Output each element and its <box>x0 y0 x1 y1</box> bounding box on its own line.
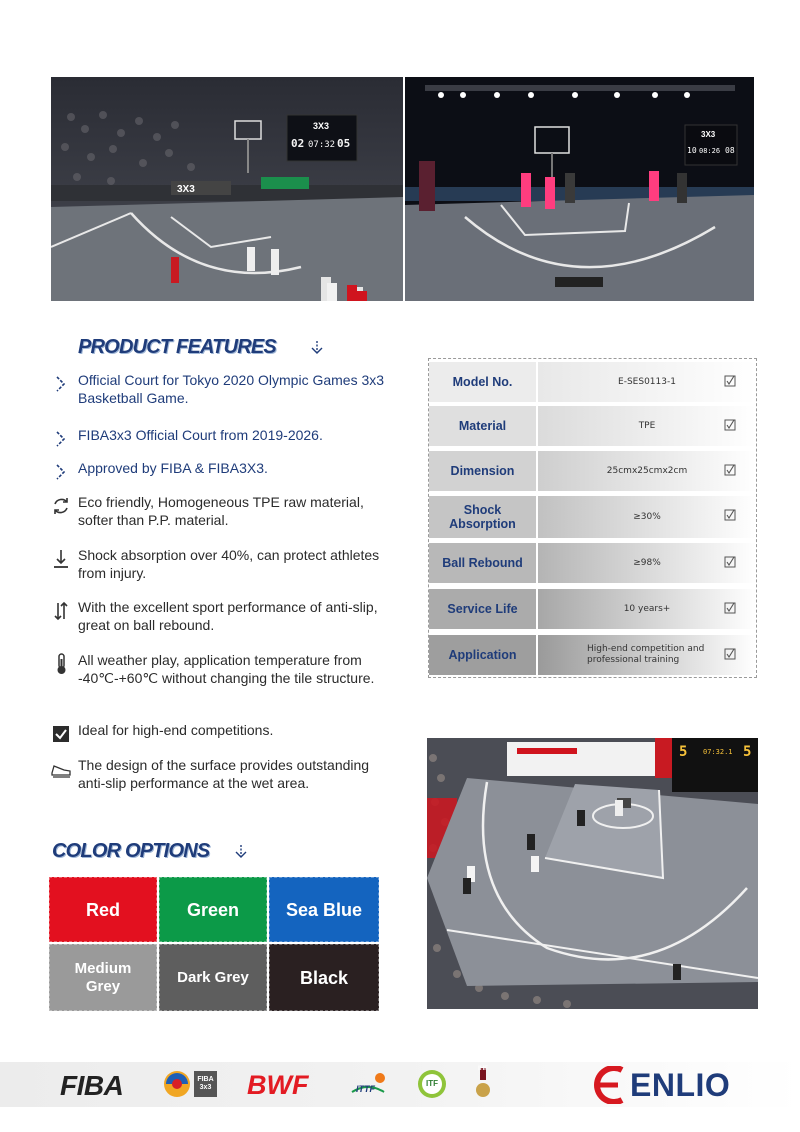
chevron-right-icon <box>50 373 72 395</box>
itf-logo <box>416 1068 448 1100</box>
color-swatch <box>269 877 379 942</box>
feature-item <box>50 757 390 792</box>
itf-logo-text: ITF <box>426 1079 438 1088</box>
color-swatch-label: Red <box>85 899 120 920</box>
color-swatch <box>49 877 157 942</box>
feature-text: With the excellent sport performance of anti-slip, great on ball rebound. <box>78 599 378 633</box>
spec-row <box>429 362 756 402</box>
spec-value: 25cmx25cmx2cm <box>538 451 756 491</box>
color-swatch <box>159 944 267 1011</box>
checkbox-icon <box>50 723 72 745</box>
enlio-e-mark-icon <box>588 1066 628 1104</box>
shock-absorb-icon <box>50 548 72 570</box>
feature-text: Ideal for high-end competitions. <box>78 722 274 738</box>
spec-row <box>429 406 756 446</box>
up-down-arrows-icon <box>50 600 72 622</box>
ittf-logo <box>350 1070 388 1100</box>
scoreboard-brand: 3X3 <box>313 121 330 131</box>
bwf-logo: BWF <box>247 1070 309 1100</box>
scoreboard-away-score: 5 <box>743 744 752 760</box>
feature-item <box>50 372 390 407</box>
color-swatch-label: Black <box>299 967 349 988</box>
feature-item <box>50 722 390 745</box>
checkbox-icon <box>724 375 736 387</box>
scoreboard-clock: 07:32.1 <box>703 748 733 756</box>
spec-value: E-SES0113-1 <box>538 362 756 402</box>
checkbox-icon <box>724 648 736 660</box>
recycle-arrows-icon <box>50 495 72 517</box>
scoreboard-brand: 3X3 <box>701 130 716 139</box>
feature-text: FIBA3x3 Official Court from 2019-2026. <box>78 427 323 443</box>
feature-item <box>50 494 390 529</box>
color-swatch <box>159 877 267 942</box>
fiba-logo: FIBA <box>60 1070 124 1101</box>
spec-value: 10 years+ <box>538 589 756 629</box>
color-swatch-label: Sea Blue <box>285 899 363 920</box>
feature-text: All weather play, application temperature from -40℃-+60℃ without changing the tile structure. <box>78 652 375 686</box>
spec-row <box>429 543 756 583</box>
color-swatch-label: Dark Grey <box>177 968 249 986</box>
color-options-heading: COLOR OPTIONS <box>52 840 210 862</box>
scoreboard-away-score: 08 <box>725 146 735 155</box>
arrow-down-icon <box>309 340 325 356</box>
color-swatch-label: Green <box>186 899 240 920</box>
scoreboard-clock: 07:32 <box>308 140 336 150</box>
spec-label: Material <box>429 406 536 446</box>
product-features-heading: PRODUCT FEATURES <box>78 336 276 358</box>
spec-label: Model No. <box>429 362 536 402</box>
spec-label: Shock Absorption <box>429 496 536 538</box>
scoreboard-home-score: 10 <box>687 146 697 155</box>
chevron-right-icon <box>50 461 72 483</box>
ihf-logo-text: IHF <box>478 1066 488 1072</box>
color-swatch-label: Medium Grey <box>74 959 132 995</box>
scoreboard-clock: 08:26 <box>699 147 721 155</box>
checkbox-icon <box>724 464 736 476</box>
spec-value: High-end competition and professional training <box>538 635 756 675</box>
spec-label: Service Life <box>429 589 536 629</box>
spec-label: Application <box>429 635 536 675</box>
feature-item <box>50 652 390 687</box>
spec-row <box>429 635 756 675</box>
feature-item <box>50 427 390 450</box>
scoreboard-home-score: 02 <box>291 137 305 150</box>
svg-text:3X3: 3X3 <box>177 184 195 195</box>
spec-row <box>429 451 756 491</box>
arrow-down-icon <box>233 844 249 860</box>
checkbox-icon <box>724 419 736 431</box>
feature-item <box>50 599 390 634</box>
color-swatch <box>49 944 157 1011</box>
checkbox-icon <box>724 602 736 614</box>
spec-value: TPE <box>538 406 756 446</box>
feature-text: The design of the surface provides outstanding anti-slip performance at the wet area. <box>78 757 370 791</box>
fiba-3x3-logo <box>163 1069 219 1099</box>
feature-text: Shock absorption over 40%, can protect athletes from injury. <box>78 547 380 581</box>
feature-item <box>50 547 390 582</box>
chevron-right-icon <box>50 428 72 450</box>
thermometer-icon <box>50 653 72 675</box>
enlio-brand-logo <box>588 1066 740 1104</box>
enlio-wordmark: ENLIO <box>630 1067 731 1103</box>
shoe-icon <box>50 758 72 780</box>
spec-label: Ball Rebound <box>429 543 536 583</box>
feature-item <box>50 460 390 483</box>
feature-text: Eco friendly, Homogeneous TPE raw material, softer than P.P. material. <box>78 494 364 528</box>
spec-row <box>429 496 756 538</box>
checkbox-icon <box>724 556 736 568</box>
photo-indoor-overhead-game <box>427 738 758 1009</box>
spec-label: Dimension <box>429 451 536 491</box>
spec-table <box>428 358 757 678</box>
spec-row <box>429 589 756 629</box>
ittf-logo-text: ITTF <box>356 1084 375 1094</box>
photo-outdoor-night-game <box>405 77 754 301</box>
feature-text: Approved by FIBA & FIBA3X3. <box>78 460 268 476</box>
checkbox-icon <box>724 509 736 521</box>
ihf-logo <box>472 1066 494 1102</box>
footer-logo-bar <box>0 1062 800 1107</box>
fiba-3x3-logo-text: FIBA 3x3 <box>197 1076 214 1091</box>
feature-text: Official Court for Tokyo 2020 Olympic Games 3x3 Basketball Game. <box>78 372 385 406</box>
scoreboard-away-score: 05 <box>337 137 351 150</box>
scoreboard-home-score: 5 <box>679 744 688 760</box>
spec-value: ≥30% <box>538 496 756 538</box>
photo-arena-night-game <box>51 77 403 301</box>
spec-value: ≥98% <box>538 543 756 583</box>
color-swatch-grid <box>49 877 379 1011</box>
color-swatch <box>269 944 379 1011</box>
